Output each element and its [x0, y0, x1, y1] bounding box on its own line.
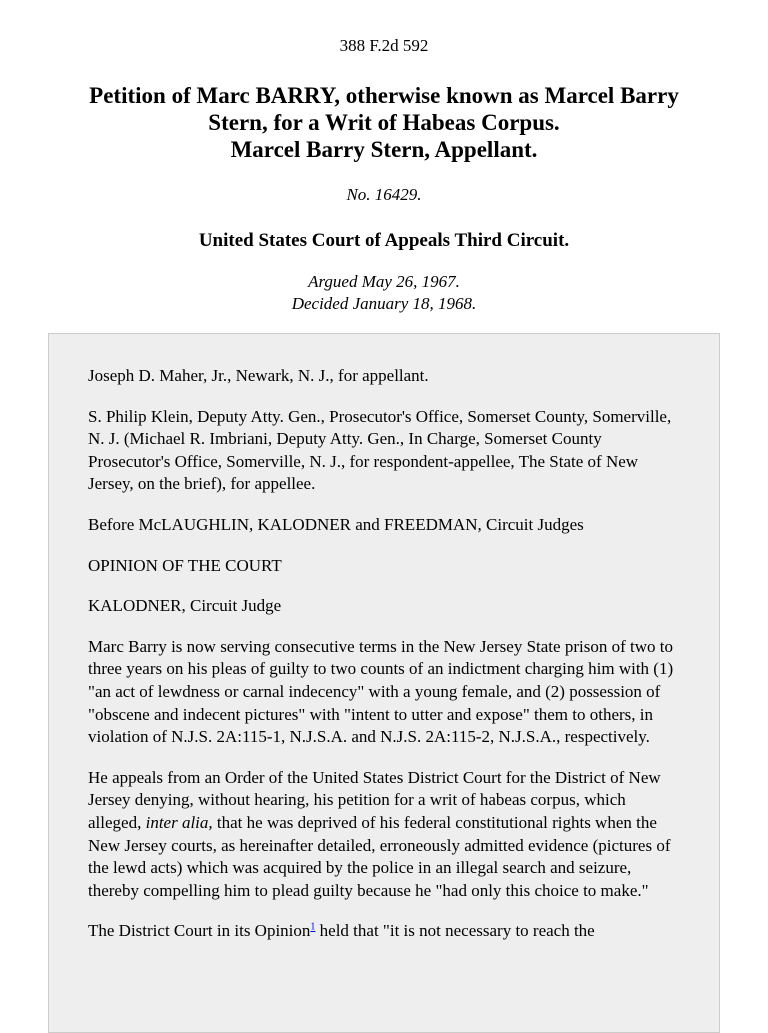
case-title-line: Stern, for a Writ of Habeas Corpus. [208, 110, 560, 135]
case-title-line: Marcel Barry Stern, Appellant. [230, 137, 538, 162]
case-dates [0, 271, 768, 315]
judges-panel: Before McLAUGHLIN, KALODNER and FREEDMAN, Circuit Judges [88, 514, 584, 534]
opinion-paragraph: Marc Barry is now serving consecutive terms in the New Jersey State prison of two to three years on his pleas of guilty to two counts of an indictment charging him with (1) "an act of lewdness or carnal indecency" with a young female, and (2) possession of "obscene and indecent pictures" with "intent to utter and expose" them to others, in violation of N.J.S. 2A:115-1, N.J.S.A. and N.J.S. 2A:115-2, N.J.S.A., respectively. [88, 636, 674, 747]
case-title-line: Petition of Marc BARRY, otherwise known as Marcel Barry [89, 83, 679, 108]
counsel-appellant: Joseph D. Maher, Jr., Newark, N. J., for appellant. [88, 366, 429, 385]
opinion-paragraph [88, 767, 681, 903]
court-name: United States Court of Appeals Third Circuit. [198, 230, 570, 251]
paragraph-text: held that "it is not necessary to reach the [315, 921, 595, 941]
latin-phrase: inter alia, [145, 812, 213, 832]
case-citation: 388 F.2d 592 [339, 36, 429, 55]
docket-number: No. 16429. [346, 185, 422, 204]
counsel-appellee: S. Philip Klein, Deputy Atty. Gen., Prosecutor's Office, Somerset County, Somerville, N. J. (Michael R. Imbriani, Deputy Atty. Gen., In Charge, Somerset County Prosecutor's Office, Somerville, N. J., for respondent-appellee, The State of New Jersey, on the brief), for appellee. [88, 406, 672, 494]
paragraph-text: that he was deprived of his federal constitutional rights when the New Jersey courts, as hereinafter detailed, erroneously admitted evidence (pictures of the lewd acts) which was acquired by the police in an illegal search and seizure, thereby compelling him to plead guilty because he "had only this choice to make." [88, 812, 671, 900]
paragraph-text: The District Court in its Opinion [88, 921, 311, 941]
decided-date: Decided January 18, 1968. [291, 294, 477, 313]
argued-date: Argued May 26, 1967. [308, 272, 460, 291]
opinion-author: KALODNER, Circuit Judge [88, 596, 282, 616]
case-title [40, 82, 728, 163]
footnote-link[interactable]: 1 [310, 921, 316, 933]
opinion-heading: OPINION OF THE COURT [88, 555, 282, 575]
paragraph-text: He appeals from an Order of the United States District Court for the District of New Jersey denying, without hearing, his petition for a writ of habeas corpus, which alleged, [88, 767, 661, 832]
opinion-body [48, 333, 720, 1033]
opinion-paragraph [88, 920, 681, 943]
